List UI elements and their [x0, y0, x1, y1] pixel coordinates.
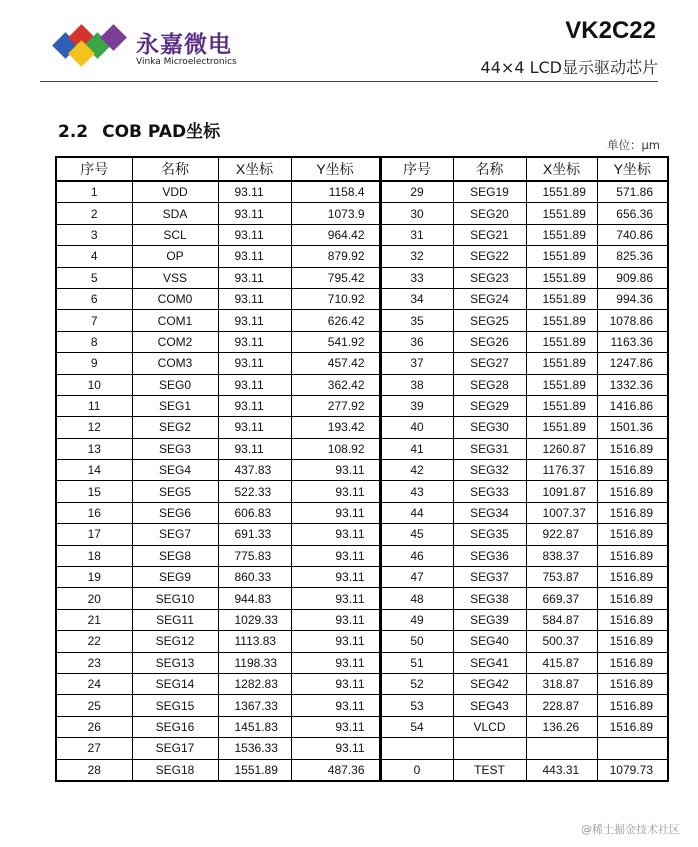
x-coordinate: 775.83: [218, 545, 291, 566]
x-coordinate: 318.87: [526, 673, 597, 694]
x-coordinate: 1176.37: [526, 460, 597, 481]
pad-name: SEG13: [132, 652, 218, 673]
x-coordinate: 93.11: [218, 224, 291, 245]
pad-name: SEG15: [132, 695, 218, 716]
pad-name: SEG6: [132, 502, 218, 523]
table-row: [56, 181, 668, 203]
y-coordinate: 1516.89: [597, 502, 668, 523]
x-coordinate: 93.11: [218, 267, 291, 288]
table-row: [56, 609, 668, 630]
pad-name: SEG8: [132, 545, 218, 566]
y-coordinate: 1078.86: [597, 310, 668, 331]
table-row: [56, 203, 668, 224]
pad-number: 40: [380, 417, 453, 438]
x-coordinate: 500.37: [526, 631, 597, 652]
y-coordinate: [597, 738, 668, 759]
pad-number: 22: [56, 631, 132, 652]
pad-name: [453, 738, 526, 759]
x-coordinate: 691.33: [218, 524, 291, 545]
pad-name: SEG10: [132, 588, 218, 609]
pad-name: SEG11: [132, 609, 218, 630]
x-coordinate: 93.11: [218, 288, 291, 309]
brand-name-cn: 永嘉微电: [136, 32, 232, 58]
y-coordinate: 1516.89: [597, 716, 668, 737]
x-coordinate: 93.11: [218, 310, 291, 331]
pad-name: SEG19: [453, 181, 526, 203]
pad-name: SEG1: [132, 395, 218, 416]
table-row: [56, 524, 668, 545]
x-coordinate: 1551.89: [526, 374, 597, 395]
pad-name: SEG32: [453, 460, 526, 481]
y-coordinate: 457.42: [291, 353, 380, 374]
y-coordinate: 93.11: [291, 567, 380, 588]
y-coordinate: 879.92: [291, 246, 380, 267]
pad-name: VLCD: [453, 716, 526, 737]
x-coordinate: 838.37: [526, 545, 597, 566]
x-coordinate: 136.26: [526, 716, 597, 737]
y-coordinate: 994.36: [597, 288, 668, 309]
y-coordinate: 193.42: [291, 417, 380, 438]
x-coordinate: 93.11: [218, 246, 291, 267]
pad-name: SEG7: [132, 524, 218, 545]
x-coordinate: 228.87: [526, 695, 597, 716]
table-body: [56, 181, 668, 781]
x-coordinate: 860.33: [218, 567, 291, 588]
pad-name: SEG34: [453, 502, 526, 523]
pad-name: SEG25: [453, 310, 526, 331]
pad-name: SEG21: [453, 224, 526, 245]
x-coordinate: 93.11: [218, 203, 291, 224]
pad-number: 28: [56, 759, 132, 781]
pad-number: 32: [380, 246, 453, 267]
pad-number: 41: [380, 438, 453, 459]
pad-number: 17: [56, 524, 132, 545]
pad-number: 52: [380, 673, 453, 694]
x-coordinate: 1551.89: [526, 267, 597, 288]
y-coordinate: 1516.89: [597, 652, 668, 673]
x-coordinate: 93.11: [218, 181, 291, 203]
x-coordinate: [526, 738, 597, 759]
y-coordinate: 740.86: [597, 224, 668, 245]
pad-number: 1: [56, 181, 132, 203]
pad-name: SEG23: [453, 267, 526, 288]
x-coordinate: 93.11: [218, 353, 291, 374]
pad-name: OP: [132, 246, 218, 267]
pad-number: 2: [56, 203, 132, 224]
pad-name: SEG0: [132, 374, 218, 395]
pad-number: 36: [380, 331, 453, 352]
x-coordinate: 93.11: [218, 438, 291, 459]
pad-name: SEG29: [453, 395, 526, 416]
pad-name: COM3: [132, 353, 218, 374]
pad-number: 29: [380, 181, 453, 203]
pad-number: 12: [56, 417, 132, 438]
y-coord-header: Y坐标: [597, 157, 668, 181]
pad-coordinate-table: [55, 156, 669, 782]
table-row: [56, 374, 668, 395]
pad-name: SEG31: [453, 438, 526, 459]
pad-number: 31: [380, 224, 453, 245]
table-row: [56, 652, 668, 673]
x-coordinate: 606.83: [218, 502, 291, 523]
table-row: [56, 417, 668, 438]
pad-name: SEG39: [453, 609, 526, 630]
y-coordinate: 1516.89: [597, 588, 668, 609]
table-row: [56, 738, 668, 759]
x-coordinate: 1551.89: [526, 417, 597, 438]
table-row: [56, 695, 668, 716]
y-coordinate: 93.11: [291, 588, 380, 609]
pad-number: 45: [380, 524, 453, 545]
x-coordinate: 1282.83: [218, 673, 291, 694]
y-coordinate: 1516.89: [597, 609, 668, 630]
x-coordinate: 522.33: [218, 481, 291, 502]
pad-name: SEG14: [132, 673, 218, 694]
y-coordinate: 93.11: [291, 695, 380, 716]
pad-number: [380, 738, 453, 759]
x-coordinate: 93.11: [218, 395, 291, 416]
y-coordinate: 909.86: [597, 267, 668, 288]
table-row: [56, 310, 668, 331]
x-coordinate: 1551.89: [526, 310, 597, 331]
table-row: [56, 545, 668, 566]
table-row: [56, 246, 668, 267]
y-coordinate: 362.42: [291, 374, 380, 395]
x-coordinate: 415.87: [526, 652, 597, 673]
watermark: @稀土掘金技术社区: [581, 823, 680, 836]
pad-name: SEG35: [453, 524, 526, 545]
pad-number: 15: [56, 481, 132, 502]
y-coordinate: 1247.86: [597, 353, 668, 374]
pad-number: 18: [56, 545, 132, 566]
x-coordinate: 1029.33: [218, 609, 291, 630]
y-coordinate: 93.11: [291, 673, 380, 694]
x-coordinate: 93.11: [218, 374, 291, 395]
x-coordinate: 1551.89: [526, 224, 597, 245]
pad-number: 33: [380, 267, 453, 288]
pad-number: 23: [56, 652, 132, 673]
brand-name-en: Vinka Microelectronics: [136, 57, 237, 67]
pad-no-header: 序号: [56, 157, 132, 181]
pad-name: COM0: [132, 288, 218, 309]
pad-name: SEG24: [453, 288, 526, 309]
y-coordinate: 1516.89: [597, 673, 668, 694]
x-coord-header: X坐标: [218, 157, 291, 181]
x-coordinate: 1551.89: [526, 353, 597, 374]
pad-number: 25: [56, 695, 132, 716]
pad-number: 20: [56, 588, 132, 609]
section-heading: [58, 117, 220, 142]
pad-number: 42: [380, 460, 453, 481]
y-coordinate: 93.11: [291, 631, 380, 652]
section-title: COB PAD坐标: [102, 122, 221, 142]
y-coordinate: 93.11: [291, 652, 380, 673]
unit-label: 单位：μm: [606, 138, 660, 152]
x-coordinate: 1451.83: [218, 716, 291, 737]
x-coordinate: 1551.89: [218, 759, 291, 781]
x-coordinate: 1551.89: [526, 395, 597, 416]
x-coordinate: 1536.33: [218, 738, 291, 759]
x-coord-header: X坐标: [526, 157, 597, 181]
pad-number: 4: [56, 246, 132, 267]
x-coordinate: 1551.89: [526, 203, 597, 224]
pad-name: SEG43: [453, 695, 526, 716]
y-coordinate: 825.36: [597, 246, 668, 267]
pad-number: 43: [380, 481, 453, 502]
pad-name: SDA: [132, 203, 218, 224]
x-coordinate: 1113.83: [218, 631, 291, 652]
pad-number: 16: [56, 502, 132, 523]
pad-number: 5: [56, 267, 132, 288]
pad-name: SEG37: [453, 567, 526, 588]
pad-number: 48: [380, 588, 453, 609]
y-coordinate: 1073.9: [291, 203, 380, 224]
table-row: [56, 759, 668, 781]
y-coordinate: 93.11: [291, 738, 380, 759]
pad-number: 44: [380, 502, 453, 523]
y-coordinate: 656.36: [597, 203, 668, 224]
y-coordinate: 93.11: [291, 716, 380, 737]
pad-number: 10: [56, 374, 132, 395]
table-row: [56, 588, 668, 609]
name-header: 名称: [453, 157, 526, 181]
pad-number: 47: [380, 567, 453, 588]
table-row: [56, 267, 668, 288]
pad-number: 3: [56, 224, 132, 245]
pad-name: SEG18: [132, 759, 218, 781]
pad-number: 19: [56, 567, 132, 588]
y-coord-header: Y坐标: [291, 157, 380, 181]
pad-name: VDD: [132, 181, 218, 203]
x-coordinate: 1198.33: [218, 652, 291, 673]
pad-number: 37: [380, 353, 453, 374]
pad-name: SCL: [132, 224, 218, 245]
table-row: [56, 502, 668, 523]
y-coordinate: 626.42: [291, 310, 380, 331]
x-coordinate: 1091.87: [526, 481, 597, 502]
x-coordinate: 1551.89: [526, 288, 597, 309]
table-row: [56, 673, 668, 694]
x-coordinate: 1260.87: [526, 438, 597, 459]
table-row: [56, 353, 668, 374]
pad-number: 11: [56, 395, 132, 416]
y-coordinate: 93.11: [291, 524, 380, 545]
pad-number: 49: [380, 609, 453, 630]
pad-name: SEG40: [453, 631, 526, 652]
y-coordinate: 795.42: [291, 267, 380, 288]
pad-name: COM2: [132, 331, 218, 352]
pad-name: SEG41: [453, 652, 526, 673]
y-coordinate: 1516.89: [597, 524, 668, 545]
pad-name: SEG38: [453, 588, 526, 609]
y-coordinate: 541.92: [291, 331, 380, 352]
pad-number: 27: [56, 738, 132, 759]
y-coordinate: 1516.89: [597, 567, 668, 588]
y-coordinate: 108.92: [291, 438, 380, 459]
pad-number: 14: [56, 460, 132, 481]
x-coordinate: 669.37: [526, 588, 597, 609]
y-coordinate: 1516.89: [597, 438, 668, 459]
x-coordinate: 753.87: [526, 567, 597, 588]
pad-name: SEG12: [132, 631, 218, 652]
pad-name: SEG28: [453, 374, 526, 395]
table-header-row: [56, 157, 668, 181]
pad-number: 6: [56, 288, 132, 309]
pad-name: SEG16: [132, 716, 218, 737]
table-row: [56, 224, 668, 245]
section-number: 2.2: [58, 122, 89, 142]
pad-name: SEG17: [132, 738, 218, 759]
pad-number: 51: [380, 652, 453, 673]
table-row: [56, 438, 668, 459]
pad-number: 35: [380, 310, 453, 331]
table-row: [56, 567, 668, 588]
table-row: [56, 631, 668, 652]
x-coordinate: 1367.33: [218, 695, 291, 716]
pad-name: SEG36: [453, 545, 526, 566]
pad-name: SEG42: [453, 673, 526, 694]
pad-number: 30: [380, 203, 453, 224]
product-subtitle: 44×4 LCD显示驱动芯片: [480, 58, 658, 77]
pad-name: SEG26: [453, 331, 526, 352]
table-row: [56, 460, 668, 481]
pad-number: 50: [380, 631, 453, 652]
y-coordinate: 1158.4: [291, 181, 380, 203]
x-coordinate: 1551.89: [526, 331, 597, 352]
pad-number: 9: [56, 353, 132, 374]
table-row: [56, 716, 668, 737]
y-coordinate: 1516.89: [597, 545, 668, 566]
x-coordinate: 1551.89: [526, 246, 597, 267]
pad-name: SEG20: [453, 203, 526, 224]
pad-number: 46: [380, 545, 453, 566]
y-coordinate: 1516.89: [597, 460, 668, 481]
pad-no-header: 序号: [380, 157, 453, 181]
pad-number: 54: [380, 716, 453, 737]
pad-name: SEG30: [453, 417, 526, 438]
model-number: VK2C22: [565, 17, 656, 44]
pad-name: SEG3: [132, 438, 218, 459]
x-coordinate: 944.83: [218, 588, 291, 609]
pad-number: 8: [56, 331, 132, 352]
y-coordinate: 487.36: [291, 759, 380, 781]
pad-number: 13: [56, 438, 132, 459]
pad-name: SEG9: [132, 567, 218, 588]
pad-number: 38: [380, 374, 453, 395]
x-coordinate: 437.83: [218, 460, 291, 481]
pad-number: 7: [56, 310, 132, 331]
pad-number: 26: [56, 716, 132, 737]
pad-number: 34: [380, 288, 453, 309]
y-coordinate: 1516.89: [597, 695, 668, 716]
x-coordinate: 93.11: [218, 417, 291, 438]
y-coordinate: 277.92: [291, 395, 380, 416]
y-coordinate: 93.11: [291, 460, 380, 481]
pad-number: 24: [56, 673, 132, 694]
x-coordinate: 1007.37: [526, 502, 597, 523]
x-coordinate: 1551.89: [526, 181, 597, 203]
y-coordinate: 710.92: [291, 288, 380, 309]
x-coordinate: 584.87: [526, 609, 597, 630]
y-coordinate: 1516.89: [597, 481, 668, 502]
pad-name: SEG4: [132, 460, 218, 481]
y-coordinate: 1416.86: [597, 395, 668, 416]
header-divider: [40, 81, 658, 82]
pad-number: 0: [380, 759, 453, 781]
vinka-logo: [52, 26, 237, 74]
pad-name: SEG2: [132, 417, 218, 438]
y-coordinate: 964.42: [291, 224, 380, 245]
pad-name: SEG27: [453, 353, 526, 374]
y-coordinate: 1163.36: [597, 331, 668, 352]
y-coordinate: 1332.36: [597, 374, 668, 395]
pad-name: SEG22: [453, 246, 526, 267]
pad-name: VSS: [132, 267, 218, 288]
pad-name: COM1: [132, 310, 218, 331]
y-coordinate: 1079.73: [597, 759, 668, 781]
pad-number: 53: [380, 695, 453, 716]
pad-name: TEST: [453, 759, 526, 781]
pad-name: SEG33: [453, 481, 526, 502]
x-coordinate: 922.87: [526, 524, 597, 545]
y-coordinate: 571.86: [597, 181, 668, 203]
name-header: 名称: [132, 157, 218, 181]
pad-number: 21: [56, 609, 132, 630]
y-coordinate: 1501.36: [597, 417, 668, 438]
y-coordinate: 93.11: [291, 545, 380, 566]
table-row: [56, 395, 668, 416]
y-coordinate: 1516.89: [597, 631, 668, 652]
table-row: [56, 481, 668, 502]
x-coordinate: 93.11: [218, 331, 291, 352]
y-coordinate: 93.11: [291, 481, 380, 502]
pad-number: 39: [380, 395, 453, 416]
table-row: [56, 331, 668, 352]
x-coordinate: 443.31: [526, 759, 597, 781]
y-coordinate: 93.11: [291, 609, 380, 630]
table-row: [56, 288, 668, 309]
y-coordinate: 93.11: [291, 502, 380, 523]
pad-name: SEG5: [132, 481, 218, 502]
